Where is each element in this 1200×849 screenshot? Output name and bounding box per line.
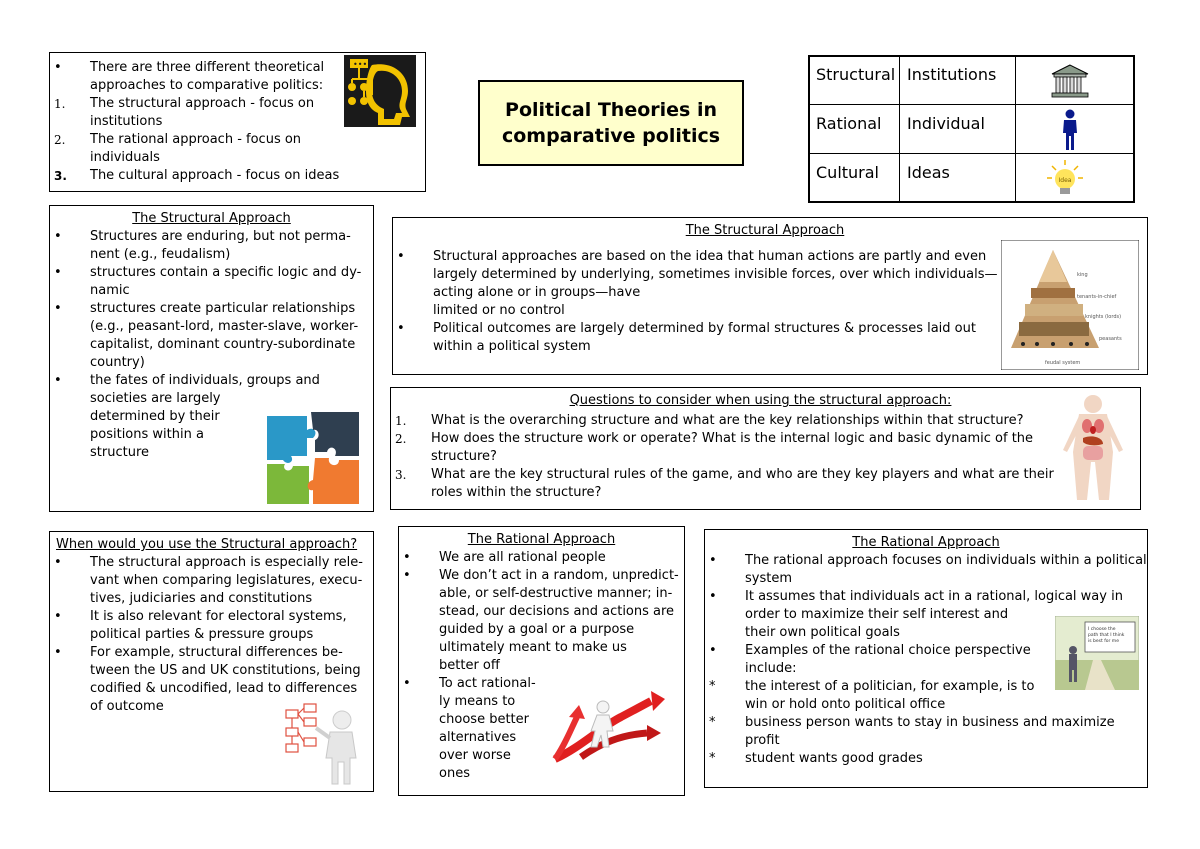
summary-table [808,55,1135,203]
approach-cell: Structural [816,65,896,84]
example-item: * business person wants to stay in business and maximize profit [705,714,1147,750]
list-item: • It assumes that individuals act in a rational, logical way in order to maximize their self interest and their own political goals [705,588,1147,642]
svg-text:•••: ••• [353,60,368,69]
section-title: When would you use the Structural approach? [56,537,358,552]
when-use-box [49,531,374,792]
question-item: 2. How does the structure work or operate? What is the internal logic and basic dynamic of the structure? [395,431,1034,464]
summary-row [810,57,1133,105]
list-item: • Structural approaches are based on the idea that human actions are partly and even largely determined by underlying, sometimes invisible forces, over which individuals— acting alone or in groups—have limited or no control [393,248,1147,320]
list-item: • Structures are enduring, but not perma- nent (e.g., feudalism) [50,228,373,264]
section-title: Questions to consider when using the structural approach: [569,393,952,408]
summary-row [810,105,1133,154]
page-title: Political Theories in [505,99,717,121]
list-item: • We are all rational people [399,549,684,567]
page-title-line2: comparative politics [501,125,721,147]
examples-list [705,678,1147,768]
list-item: • Political outcomes are largely determined by formal structures & processes laid out within a political system [393,320,1147,356]
list-item: • structures contain a specific logic and dy- namic [50,264,373,300]
person-icon [1060,109,1080,151]
head-network-icon [344,55,416,127]
section-title: The Rational Approach [852,535,1000,550]
question-item: 3. What are the key structural rules of the game, and who are they key players and what are their roles within the structure? [395,467,1054,500]
focus-cell: Individual [907,114,985,133]
path-sign-image [1055,616,1139,690]
approach-cell: Rational [816,114,882,133]
section-title: The Structural Approach [685,223,845,238]
example-item: * student wants good grades [705,750,1147,768]
summary-row [810,154,1133,201]
intro-box [49,52,426,192]
intro-numbered-item: 3. The cultural approach - focus on ideas [54,168,340,183]
pyramid-label-tenants: tenants-in-chief [1077,294,1117,300]
focus-cell: Ideas [907,163,950,182]
example-item: * the interest of a politician, for example, is to win or hold onto political office [705,678,1147,714]
pyramid-caption: feudal system [1045,360,1081,366]
main-title-box [478,80,744,166]
list-item: • To act rational- ly means to choose better alternatives over worse ones [399,675,684,783]
path-choice-arrows-image [551,687,667,765]
list-item: • It is also relevant for electoral systems, political parties & pressure groups [50,608,373,644]
approach-cell: Cultural [816,163,879,182]
list-item: • the fates of individuals, groups and societies are largely determined by their positions within a structure [50,372,373,462]
list-item: • structures create particular relationships (e.g., peasant-lord, master-slave, worker- capitalist, dominant country-subordinate country) [50,300,373,372]
lightbulb-icon [1044,158,1086,198]
intro-item: • There are three different theoretical approaches to comparative politics: [50,59,425,95]
pyramid-label-peasants: peasants [1099,336,1122,342]
list-item: • The rational approach focuses on individuals within a political system [705,552,1147,588]
section-title: The Structural Approach [132,211,291,226]
institution-icon [1050,63,1090,99]
anatomy-image [1053,392,1133,502]
list-item: • We don’t act in a random, unpredict- able, or self-destructive manner; in- stead, our decisions and actions are guided by a goal or a purpose ultimately meant to make us better off [399,567,684,675]
focus-cell: Institutions [907,65,997,84]
flowchart-person-image [280,698,368,786]
list-item: • Examples of the rational choice perspective include: [705,642,1147,678]
svg-text:Idea: Idea [1058,177,1072,184]
pyramid-label-knights: knights (lords) [1085,314,1122,320]
structural-left-box [49,205,374,512]
list-item: • For example, structural differences be- tween the US and UK constitutions, being codified & uncodified, lead to differences of outcome [50,644,373,716]
questions-list [391,412,1140,502]
section-title: The Rational Approach [467,532,616,547]
structural-right-box [392,217,1148,375]
list-item: • The structural approach is especially rele- vant when comparing legislatures, execu- tives, judiciaries and constitutions [50,554,373,608]
pyramid-label-king: king [1077,272,1088,278]
rational-right-box [704,529,1148,788]
question-item: 1. What is the overarching structure and what are the key relationships within that structure? [395,413,1024,428]
sign-text: I choose the path that I think is best for me [1088,627,1125,644]
rational-mid-box [398,526,685,796]
puzzle-pieces-image [263,408,365,510]
feudal-pyramid-image [1001,240,1139,370]
questions-box [390,387,1141,510]
when-use-list [50,554,373,716]
intro-numbered-item: 2. The rational approach - focus on individuals [54,132,302,165]
intro-numbered-item: 1. The structural approach - focus on institutions [54,96,315,129]
